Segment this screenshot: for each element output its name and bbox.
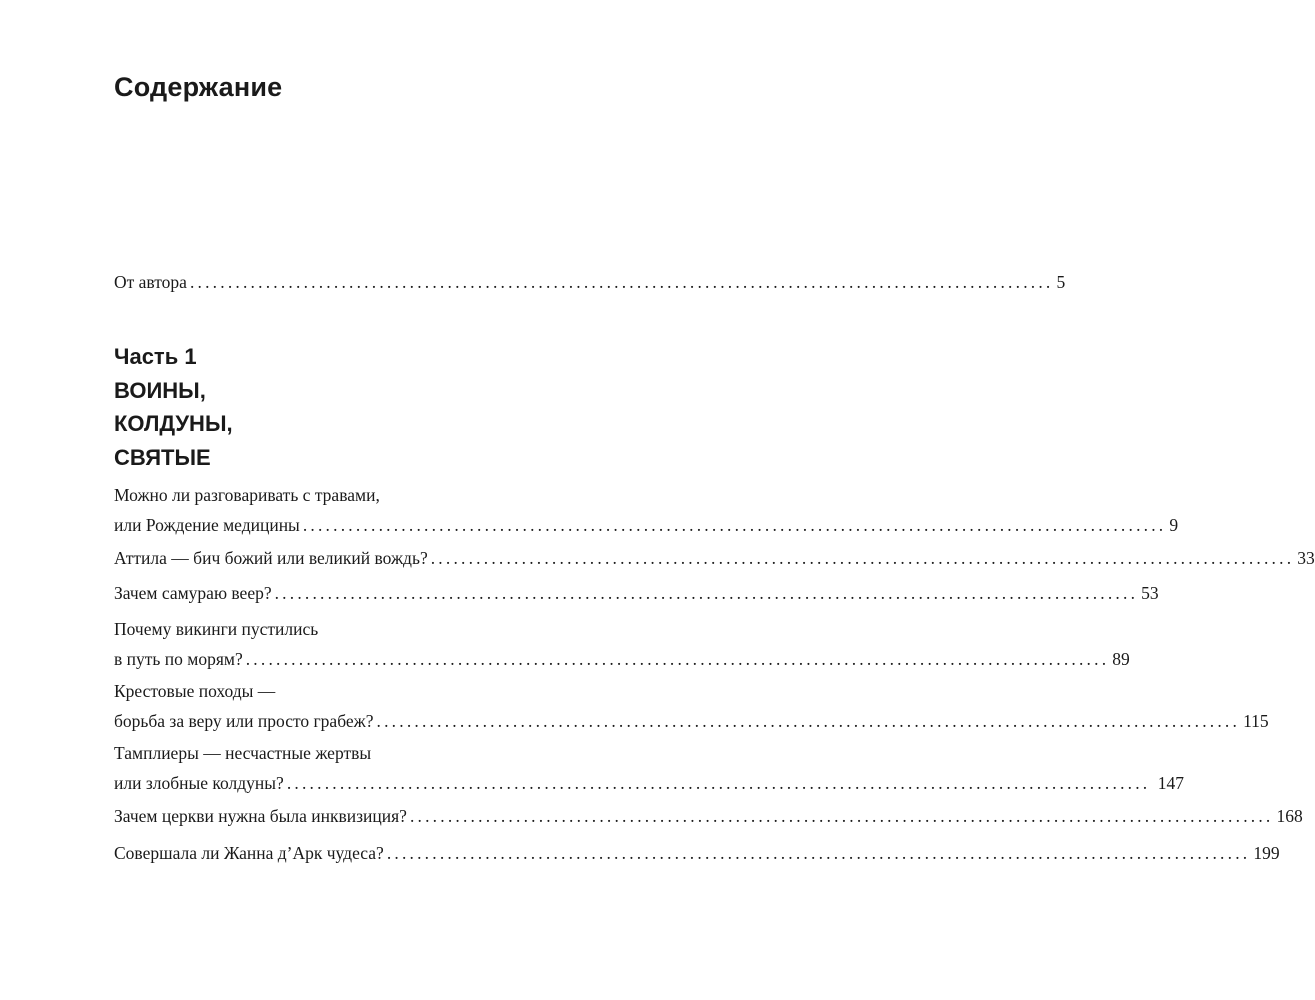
- dot-leader: ..................................................................................................................: [386, 843, 1251, 863]
- toc-line: [114, 543, 1315, 573]
- toc-page-number: 9: [1169, 515, 1179, 535]
- toc-line: [114, 644, 1130, 674]
- toc-entry-title: в путь по морям?: [114, 649, 243, 669]
- toc-line: [114, 578, 1159, 608]
- page-title: Содержание: [114, 72, 283, 102]
- toc-entry[interactable]: [114, 480, 1179, 540]
- toc-entry-title-line: Тамплиеры — несчастные жертвы: [114, 743, 372, 763]
- toc-entry[interactable]: [114, 543, 1315, 573]
- toc-page-number: 115: [1243, 711, 1269, 731]
- toc-entry[interactable]: [114, 676, 1269, 736]
- dot-leader: ..................................................................................................................: [302, 515, 1167, 535]
- toc-line: [114, 706, 1269, 736]
- toc-page-number: 199: [1253, 843, 1280, 863]
- part-name-line: СВЯТЫЕ: [114, 444, 211, 470]
- toc-page-number: 33: [1297, 548, 1315, 568]
- toc-entry-title: Зачем самураю веер?: [114, 583, 272, 603]
- toc-line: [114, 838, 1280, 868]
- toc-entry-title: или злобные колдуны?: [114, 773, 284, 793]
- toc-entry[interactable]: [114, 738, 1185, 798]
- toc-entry-title-line: Можно ли разговаривать с травами,: [114, 485, 380, 505]
- toc-entry-title: Зачем церкви нужна была инквизиция?: [114, 806, 407, 826]
- dot-leader: ..................................................................................................................: [409, 806, 1274, 826]
- dot-leader: ..................................................................................................................: [189, 272, 1054, 292]
- toc-entry-title: борьба за веру или просто грабеж?: [114, 711, 374, 731]
- toc-entry-title: Совершала ли Жанна д’Арк чудеса?: [114, 843, 384, 863]
- dot-leader: ..................................................................................................................: [376, 711, 1241, 731]
- dot-leader: ..................................................................................................................: [245, 649, 1110, 669]
- toc-entry-title: Аттила — бич божий или великий вождь?: [114, 548, 428, 568]
- toc-line: [114, 768, 1185, 798]
- dot-leader: ..................................................................................................................: [274, 583, 1139, 603]
- toc-line: [114, 676, 637, 706]
- part-name-line: КОЛДУНЫ,: [114, 411, 233, 436]
- part-heading: [114, 340, 233, 474]
- toc-entry-title-line: Крестовые походы —: [114, 681, 276, 701]
- toc-line: [114, 267, 1066, 297]
- toc-line: [114, 801, 1303, 831]
- toc-line: [114, 614, 637, 644]
- toc-page-number: 147: [1153, 773, 1185, 793]
- toc-line: [114, 480, 637, 510]
- toc-entry[interactable]: [114, 578, 1159, 608]
- toc-entry-author[interactable]: [114, 267, 1066, 297]
- toc-entry-title: От автора: [114, 272, 187, 292]
- toc-line: [114, 510, 1179, 540]
- toc-page-number: 53: [1141, 583, 1159, 603]
- dot-leader: ..................................................................................................................: [430, 548, 1295, 568]
- toc-page-number: 5: [1056, 272, 1066, 292]
- toc-entry[interactable]: [114, 838, 1280, 868]
- toc-entry-title-line: Почему викинги пустились: [114, 619, 319, 639]
- toc-entry[interactable]: [114, 801, 1303, 831]
- dot-leader: ..................................................................................................................: [286, 773, 1151, 793]
- part-label: Часть 1: [114, 344, 197, 369]
- part-name-line: ВОИНЫ,: [114, 377, 206, 403]
- toc-entry[interactable]: [114, 614, 1130, 674]
- toc-line: [114, 738, 637, 768]
- toc-page-number: 168: [1276, 806, 1303, 826]
- toc-entry-title: или Рождение медицины: [114, 515, 300, 535]
- toc-page-number: 89: [1112, 649, 1130, 669]
